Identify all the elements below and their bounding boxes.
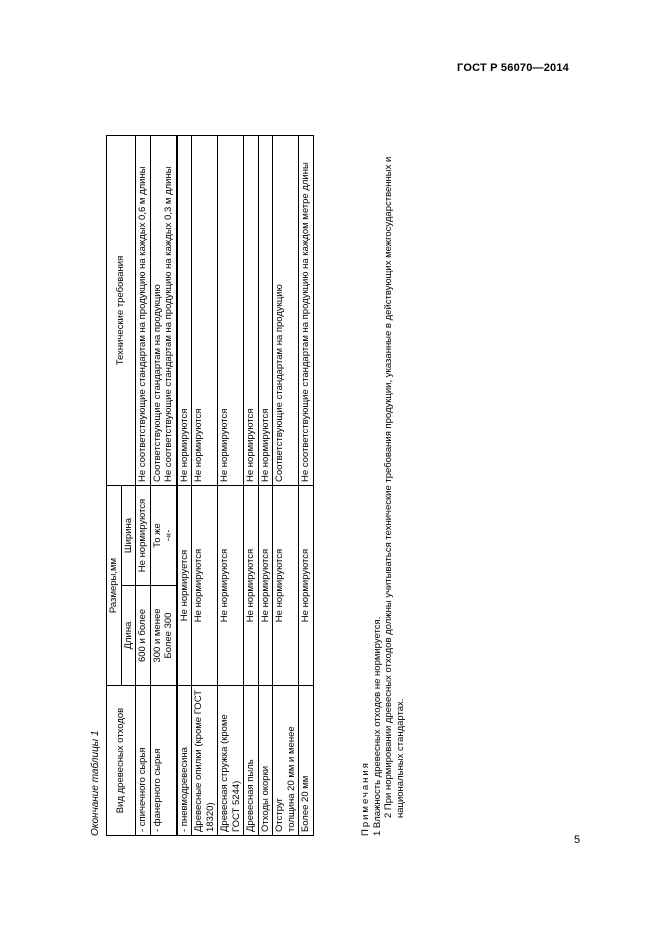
cell-kind-line: Отструг [274, 797, 285, 832]
cell-length-line: Более 300 [163, 612, 174, 659]
cell-sizes: Не нормируются [273, 486, 299, 686]
cell-sizes: Не нормируются [192, 486, 218, 686]
cell-kind: Древесная стружка (кроме ГОСТ 5244) [218, 686, 244, 836]
cell-tech: Не нормируются [258, 136, 273, 486]
document-code: ГОСТ Р 56070—2014 [457, 62, 569, 74]
cell-kind: Более 20 мм [299, 686, 314, 836]
cell-kind: Древесные опилки (кроме ГОСТ 18320) [192, 686, 218, 836]
cell-tech: Не нормируются [218, 136, 244, 486]
table-row [136, 136, 151, 836]
table-row [177, 136, 192, 836]
table-notes [360, 126, 406, 836]
cell-width-line: -«- [163, 529, 174, 542]
table-row [150, 136, 177, 836]
table-caption: Окончание таблицы 1 [90, 730, 101, 836]
cell-kind: - фанерного сырья [150, 686, 177, 836]
table-row [299, 136, 314, 836]
page-number: 5 [574, 834, 581, 846]
table-row [273, 136, 299, 836]
cell-tech: Не соответствующие стандартам на продукцию на каждом метре длины [299, 136, 314, 486]
cell-kind [273, 686, 299, 836]
note-2: 2 При нормировании древесных отходов должны учитываться технические требования продукции, указанные в действующих межгосударственных и национальных стандартах. [383, 156, 406, 818]
cell-length-line: 300 и менее [151, 608, 163, 663]
cell-tech: Соответствующие стандартам на продукцию [273, 136, 299, 486]
table-header-row [107, 136, 122, 836]
cell-tech-line: Не соответствующие стандартам на продукцию на каждых 0,3 м длины [163, 166, 174, 482]
cell-width [150, 486, 177, 586]
table-row [218, 136, 244, 836]
cell-tech [150, 136, 177, 486]
cell-kind: Отходы окорки [258, 686, 273, 836]
cell-sizes: Не нормируются [258, 486, 273, 686]
cell-tech-line: Соответствующие стандартам на продукцию [151, 284, 163, 482]
cell-kind-line: толщина 20 мм и менее [285, 726, 297, 832]
cell-sizes: Не нормируются [299, 486, 314, 686]
header-kind: Вид древесных отходов [107, 686, 136, 836]
header-length: Длина [121, 586, 136, 686]
header-width: Ширина [121, 486, 136, 586]
waste-requirements-table [106, 135, 314, 836]
cell-sizes: Не нормируются [218, 486, 244, 686]
table-row [244, 136, 259, 836]
cell-kind: Древесная пыль [244, 686, 259, 836]
table-row [258, 136, 273, 836]
table-row [192, 136, 218, 836]
cell-kind: - спичечного сырья [136, 686, 151, 836]
cell-width-line: То же [151, 523, 163, 548]
rotated-table-block [90, 72, 420, 836]
header-sizes: Размеры,мм [107, 486, 122, 686]
cell-sizes: Не нормируется [177, 486, 192, 686]
cell-tech: Не нормируются [177, 136, 192, 486]
cell-tech: Не нормируются [244, 136, 259, 486]
note-1: 1 Влажность древесных отходов не нормируется. [371, 616, 383, 836]
cell-sizes: Не нормируются [244, 486, 259, 686]
cell-tech: Не соответствующие стандартам на продукцию на каждых 0,6 м длины [136, 136, 151, 486]
cell-length: 600 и более [136, 586, 151, 686]
cell-kind: - пневмодревесина [177, 686, 192, 836]
cell-length [150, 586, 177, 686]
cell-tech: Не нормируются [192, 136, 218, 486]
cell-width: Не нормируются [136, 486, 151, 586]
header-tech: Технические требования [107, 136, 136, 486]
notes-title: Примечания [360, 761, 371, 836]
